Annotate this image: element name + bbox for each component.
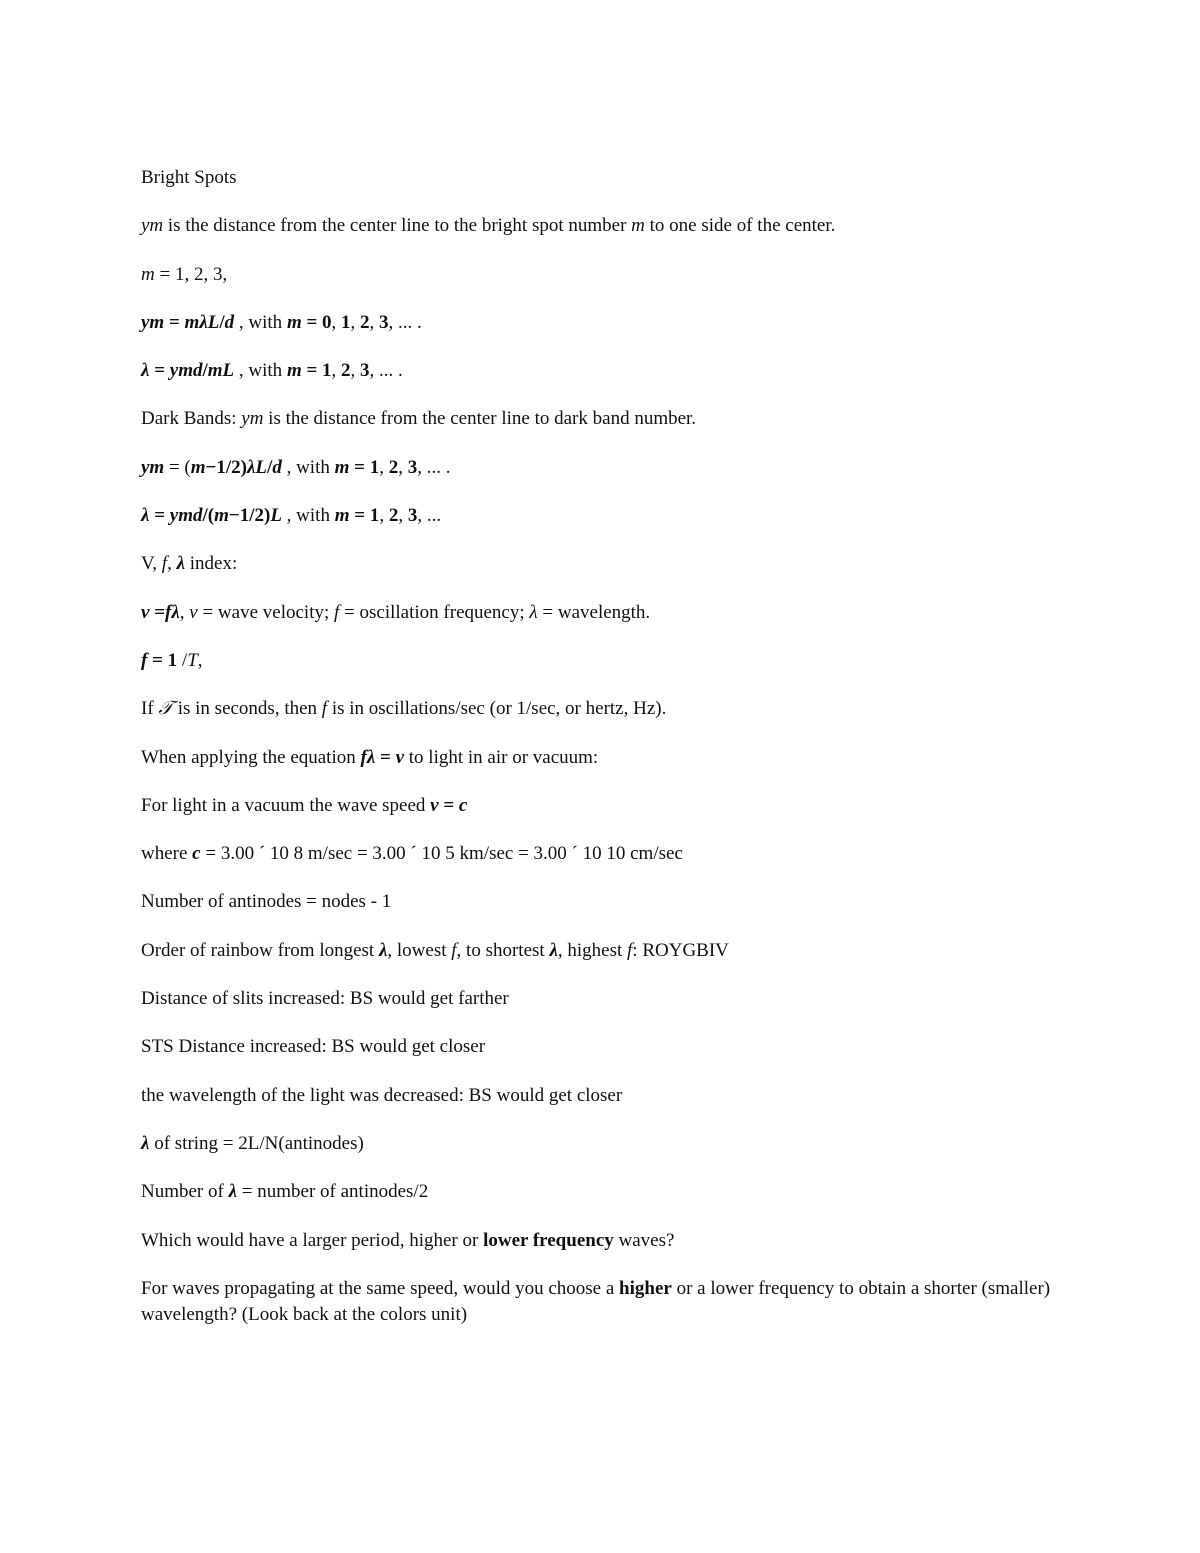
text-run: mL (207, 360, 235, 382)
text-run: 3 (379, 311, 389, 333)
text-run: λ (228, 1181, 238, 1203)
text-run: / (202, 360, 208, 382)
text-run: , (167, 553, 177, 575)
text-run: , (350, 311, 361, 333)
document-line (141, 551, 1061, 577)
document-line (141, 165, 1061, 191)
text-run: f (334, 601, 340, 623)
text-run: of string = 2L/N(antinodes) (149, 1132, 364, 1154)
text-run: , (379, 456, 389, 478)
text-run: Which would have a larger period, higher or (141, 1229, 484, 1251)
text-run: , (331, 311, 342, 333)
text-run: / (267, 456, 273, 478)
text-run: , lowest (387, 939, 452, 961)
text-run: V, (141, 553, 162, 575)
document-line (141, 841, 1061, 867)
text-run: is the distance from the center line to the bright spot number (163, 215, 632, 237)
document-line (141, 455, 1061, 481)
text-run: Number of (141, 1181, 229, 1203)
text-run: For light in a vacuum the wave speed (141, 794, 431, 816)
document-line (141, 793, 1061, 819)
text-run: fλ (360, 746, 376, 768)
text-run: m (631, 215, 645, 237)
text-run: mλL (184, 311, 220, 333)
text-run: 2 (388, 456, 399, 478)
document-line (141, 986, 1061, 1012)
text-run: = 1, 2, 3, (154, 263, 228, 285)
text-run: lower frequency (483, 1229, 614, 1251)
text-run: = ( (164, 456, 191, 478)
document-line (141, 889, 1061, 915)
text-run: , (379, 505, 389, 527)
text-run: λL (246, 456, 268, 478)
text-run: 2 (360, 311, 370, 333)
text-run: , (331, 360, 342, 382)
text-run: index: (185, 553, 238, 575)
text-run: m (214, 505, 229, 527)
text-run: c (458, 794, 468, 816)
document-line (141, 938, 1061, 964)
text-run: = 1 (147, 649, 182, 671)
text-run: = (149, 360, 170, 382)
document-line (141, 745, 1061, 771)
text-run: is the distance from the center line to dark band number. (263, 408, 697, 430)
text-run: m (334, 456, 350, 478)
text-run: m (286, 311, 302, 333)
text-run: Order of rainbow from longest (141, 939, 379, 961)
text-run: L (270, 505, 282, 527)
text-run: the wavelength of the light was decreased: BS would get closer (141, 1084, 623, 1106)
text-run: λ (529, 601, 538, 623)
text-run: λ (141, 505, 150, 527)
text-run: 2 (341, 360, 351, 382)
text-run: = (375, 746, 396, 768)
text-run: is in seconds, then (172, 698, 322, 720)
text-run: = wave velocity; (197, 601, 335, 623)
text-run: c (192, 843, 201, 865)
text-run: 3 (407, 456, 418, 478)
text-run: v (189, 601, 198, 623)
text-run: f (161, 553, 168, 575)
document-line (141, 358, 1061, 384)
document-line (141, 1034, 1061, 1060)
text-run: , ... . (417, 456, 451, 478)
text-run: = 1 (301, 360, 332, 382)
text-run: = 1 (349, 505, 380, 527)
text-run: f (321, 698, 328, 720)
text-run: / (181, 649, 188, 671)
text-run: , (398, 505, 408, 527)
text-run: , (197, 649, 203, 671)
text-run: If (141, 698, 159, 720)
text-run: λ (141, 360, 150, 382)
text-run: ym (141, 215, 164, 237)
document-line (141, 1228, 1061, 1254)
text-run: 3 (360, 360, 370, 382)
text-run: ymd (169, 360, 203, 382)
text-run: −1/2) (205, 456, 247, 478)
document-line (141, 696, 1061, 722)
text-run: d (224, 311, 235, 333)
text-run: = (438, 794, 459, 816)
text-run: STS Distance increased: BS would get closer (141, 1036, 486, 1058)
text-run: = 3.00 ´ 10 8 m/sec = 3.00 ´ 10 5 km/sec = 3.00 ´ 10 10 cm/sec (200, 843, 683, 865)
text-run: f (451, 939, 457, 961)
text-run: , (179, 601, 190, 623)
text-run: , to shortest (456, 939, 550, 961)
document-line (141, 648, 1061, 674)
text-run: , with (281, 505, 335, 527)
text-run: is in oscillations/sec (or 1/sec, or hertz, Hz). (327, 698, 667, 720)
text-run: ymd (169, 505, 203, 527)
text-run: / (219, 311, 225, 333)
text-run: , ... . (388, 311, 422, 333)
text-run: For waves propagating at the same speed, would you choose a (141, 1277, 620, 1299)
text-run: 𝒯 (158, 698, 173, 720)
text-run: −1/2) (228, 505, 271, 527)
text-run: = (149, 601, 166, 623)
text-run: ym (241, 408, 264, 430)
text-run: m (141, 263, 155, 285)
text-run: higher (619, 1277, 672, 1299)
text-run: 2 (388, 505, 399, 527)
text-run: d (272, 456, 282, 478)
text-run: Number of antinodes = nodes - 1 (141, 891, 392, 913)
text-run: = (164, 311, 185, 333)
document-line (141, 262, 1061, 288)
document-line (141, 1276, 1061, 1328)
text-run: to one side of the center. (644, 215, 836, 237)
text-run: : ROYGBIV (632, 939, 729, 961)
text-run: , with (234, 311, 287, 333)
text-run: f (627, 939, 633, 961)
document-line (141, 1131, 1061, 1157)
text-run: f (141, 649, 148, 671)
text-run: λ (549, 939, 558, 961)
text-run: waves? (613, 1229, 675, 1251)
text-run: ym (141, 311, 165, 333)
text-run: , (398, 456, 408, 478)
text-run: m (334, 505, 350, 527)
text-run: When applying the equation (141, 746, 361, 768)
text-run: , ... (417, 505, 442, 527)
document-line (141, 503, 1061, 529)
text-run: or a lower frequency to obtain a shorter (smaller) wavelength? (Look back at the colors unit) (141, 1277, 1051, 1325)
document-body (141, 165, 1061, 1328)
text-run: /( (202, 505, 215, 527)
text-run: Dark Bands: (141, 408, 242, 430)
document-line (141, 310, 1061, 336)
text-run: where (141, 843, 193, 865)
text-run: m (286, 360, 302, 382)
text-run: , (369, 311, 380, 333)
text-run: 3 (407, 505, 418, 527)
document-line (141, 1179, 1061, 1205)
document-line (141, 406, 1061, 432)
text-run: v (395, 746, 405, 768)
text-run: = number of antinodes/2 (237, 1181, 429, 1203)
text-run: = 0 (301, 311, 332, 333)
text-run: , with (234, 360, 287, 382)
text-run: λ (141, 1132, 150, 1154)
text-run: = oscillation frequency; (339, 601, 530, 623)
text-run: = 1 (349, 456, 380, 478)
text-run: fλ (165, 601, 180, 623)
document-line (141, 600, 1061, 626)
document-line (141, 213, 1061, 239)
text-run: m (190, 456, 206, 478)
text-run: 1 (341, 311, 351, 333)
text-run: T (187, 649, 198, 671)
text-run: , ... . (369, 360, 403, 382)
text-run: v (141, 601, 150, 623)
text-run: Distance of slits increased: BS would get farther (141, 988, 509, 1010)
text-run: Bright Spots (141, 167, 237, 188)
text-run: , highest (557, 939, 628, 961)
text-run: λ (176, 553, 185, 575)
text-run: v (430, 794, 439, 816)
text-run: = wavelength. (537, 601, 651, 623)
text-run: λ (378, 939, 388, 961)
text-run: , with (281, 456, 335, 478)
text-run: to light in air or vacuum: (404, 746, 599, 768)
text-run: , (350, 360, 361, 382)
text-run: = (149, 505, 170, 527)
document-line (141, 1083, 1061, 1109)
text-run: ym (141, 456, 165, 478)
